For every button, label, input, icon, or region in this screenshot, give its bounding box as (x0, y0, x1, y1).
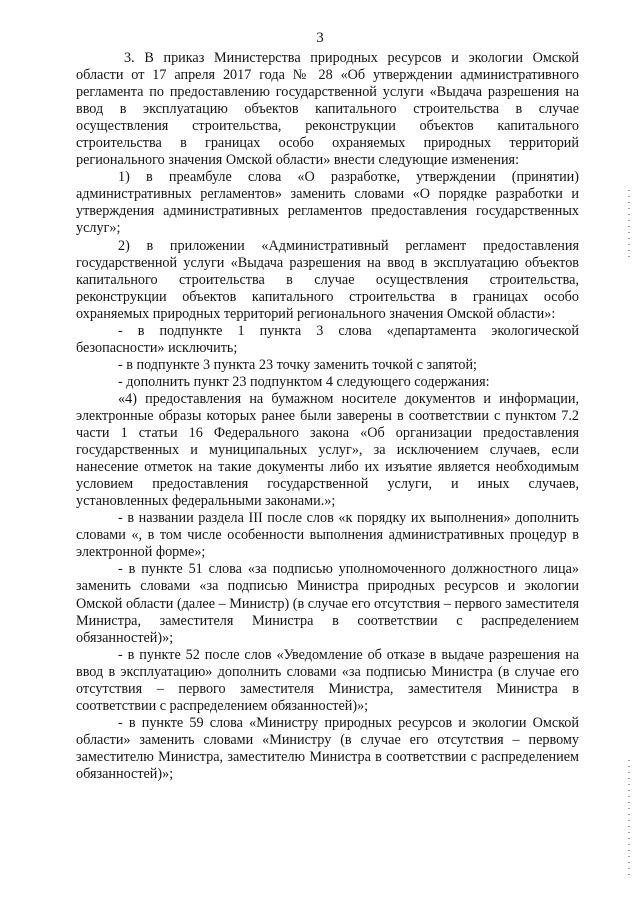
paragraph-amendment-5: - в пункте 51 слова «за подписью уполномоченного должностного лица» заменить словами «за подписью Министра природных ресурсов и экологии Омской области (далее – Министр) (в случае его отсутствия – первого заместителя Министра, заместителя Министра в соответствии с распределением обязанностей)»; (76, 561, 579, 646)
paragraph-amendment-3: - дополнить пункт 23 подпунктом 4 следующего содержания: (118, 373, 490, 390)
paragraph-amendment-2: - в подпункте 3 пункта 23 точку заменить точкой с запятой; (118, 356, 478, 373)
paragraph-amendment-4: - в названии раздела III после слов «к порядку их выполнения» дополнить словами «, в том числе особенности выполнения административных процедур в электронной форме»; (76, 510, 579, 561)
scan-edge-marks (628, 190, 630, 260)
paragraph-amendment-6: - в пункте 52 после слов «Уведомление об отказе в выдаче разрешения на ввод в эксплуатацию» дополнить словами «за подписью Министра (в случае его отсутствия – первого заместителя Министра, заместителя Министра в соответствии с распределением обязанностей)»; (76, 646, 579, 714)
paragraph-item-3: 3. В приказ Министерства природных ресурсов и экологии Омской области от 17 апреля 2017 года № 28 «Об утверждении административного регламента по предоставлению государственной услуги «Выдача разрешения на ввод в эксплуатацию объектов капитального строительства в случае осуществления строительства, реконструкции объектов капитального строительства в границах особо охраняемых природных территорий регионального значения Омской области» внести следующие изменения: (76, 50, 579, 169)
page-number: 3 (316, 30, 324, 46)
paragraph-quoted-subitem-4: «4) предоставления на бумажном носителе документов и информации, электронные образы которых ранее были заверены в соответствии с пунктом 7.2 части 1 статьи 16 Федерального закона «Об организации предоставления государственных и муниципальных услуг», за исключением случаев, если нанесение отметок на такие документы либо их изъятие является необходимым условием предоставления государственной услуги, и иных случаев, установленных федеральными законами.»; (76, 390, 579, 510)
paragraph-amendment-7: - в пункте 59 слова «Министру природных ресурсов и экологии Омской области» заменить словами «Министру (в случае его отсутствия – первому заместителю Министра, заместителю Министра в соответствии с распределением обязанностей)»; (76, 714, 579, 782)
paragraph-subitem-2: 2) в приложении «Административный регламент предоставления государственной услуги «Выдача разрешения на ввод в эксплуатацию объектов капитального строительства в случае осуществления строительства, реконструкции объектов капитального строительства в границах особо охраняемых природных территорий регионального значения Омской области»: (76, 237, 579, 322)
scan-edge-marks (628, 760, 630, 880)
document-body (76, 50, 579, 783)
paragraph-amendment-1: - в подпункте 1 пункта 3 слова «департамента экологической безопасности» исключить; (76, 322, 579, 356)
paragraph-subitem-1: 1) в преамбуле слова «О разработке, утверждении (принятии) административных регламентов» заменить словами «О порядке разработки и утверждения административных регламентов предоставления государственных услуг»; (76, 169, 579, 237)
